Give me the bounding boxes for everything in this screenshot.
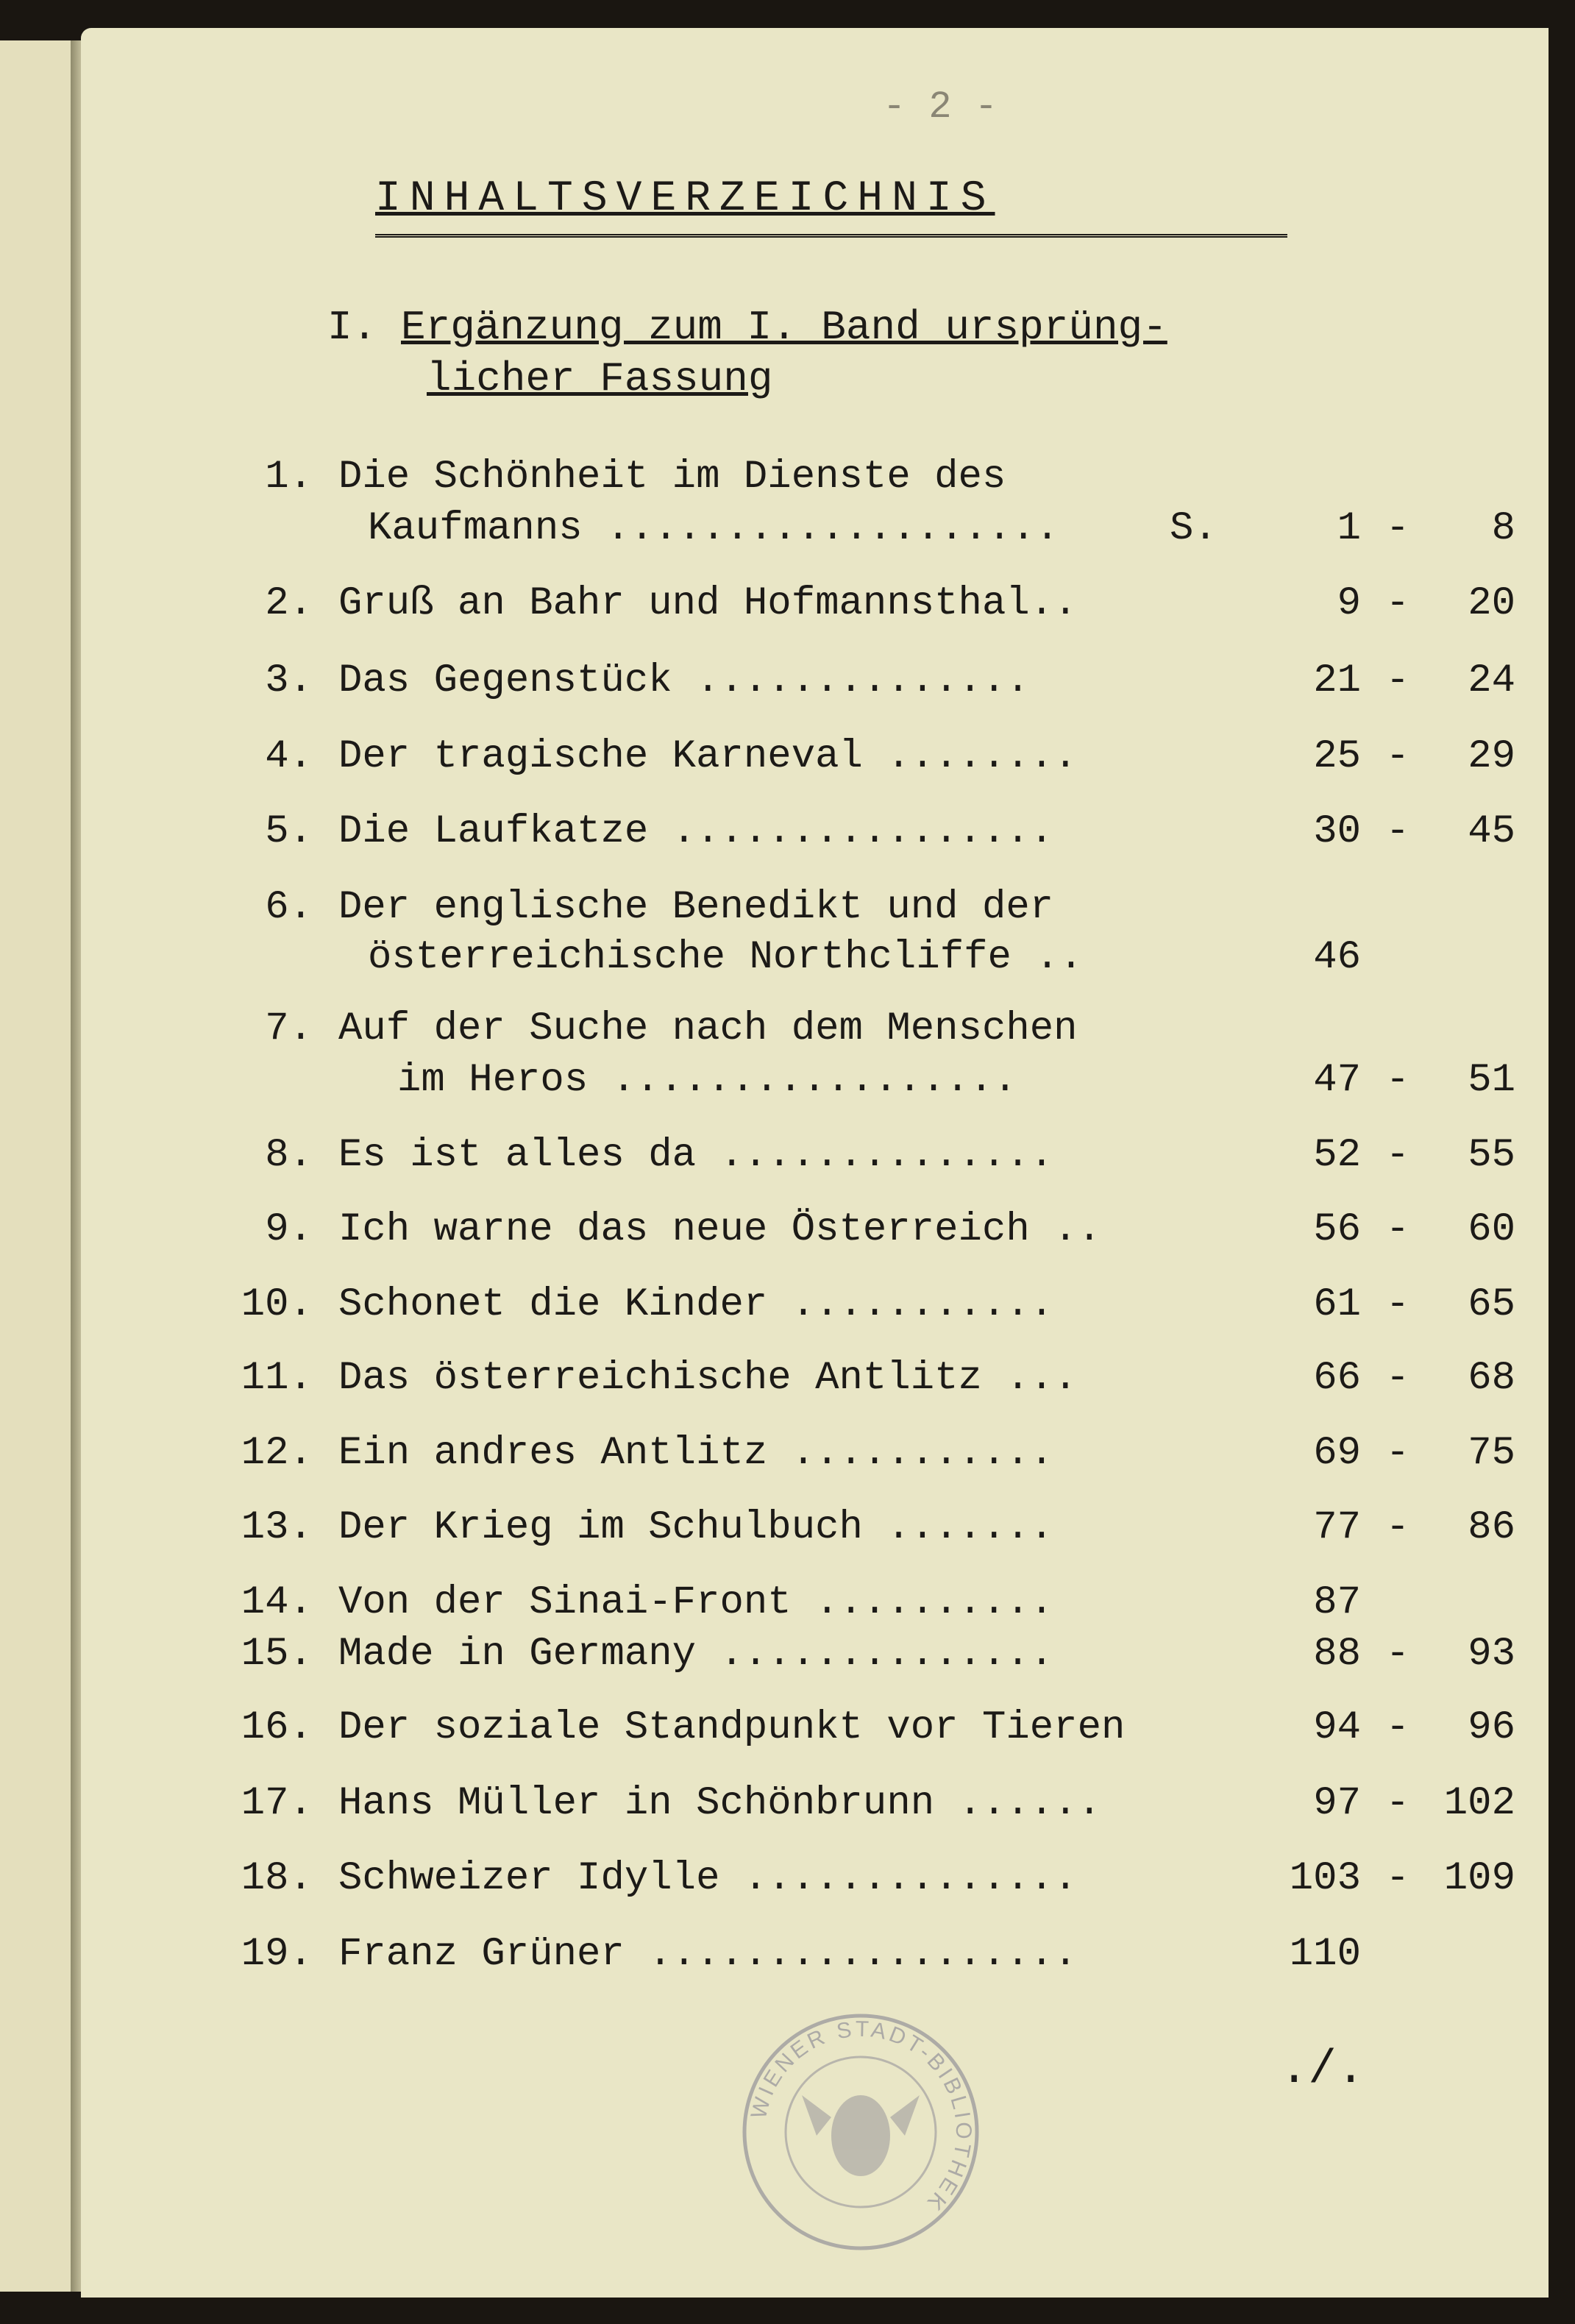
page-range-dash: - bbox=[1385, 1207, 1410, 1252]
page-start: 56 bbox=[1313, 1207, 1361, 1252]
page-end: 75 bbox=[1468, 1431, 1515, 1476]
entry-number: 11. bbox=[241, 1356, 313, 1401]
page-start: 30 bbox=[1313, 809, 1361, 854]
page-end: 86 bbox=[1468, 1505, 1515, 1550]
entry-number: 4. bbox=[265, 734, 313, 779]
page-range-dash: - bbox=[1385, 809, 1410, 854]
eagle-emblem-icon bbox=[802, 2095, 920, 2176]
entry-number: 9. bbox=[265, 1207, 313, 1252]
page-start: 1 bbox=[1337, 506, 1361, 551]
entry-number: 16. bbox=[241, 1705, 313, 1750]
entry-number: 13. bbox=[241, 1505, 313, 1550]
entry-number: 15. bbox=[241, 1632, 313, 1677]
entry-title: Von der Sinai-Front .......... bbox=[338, 1580, 1054, 1625]
entry-number: 19. bbox=[241, 1932, 313, 1977]
page-end: 109 bbox=[1443, 1856, 1515, 1901]
entry-number: 8. bbox=[265, 1133, 313, 1178]
page-range-dash: - bbox=[1385, 1705, 1410, 1750]
entry-title: Die Laufkatze ................ bbox=[338, 809, 1054, 854]
stamp-text: WIENER STADT-BIBLIOTHEK bbox=[746, 2016, 976, 2217]
page-end: 45 bbox=[1468, 809, 1515, 854]
page-start: 110 bbox=[1289, 1932, 1361, 1977]
page-end: 24 bbox=[1468, 658, 1515, 703]
entry-title: Die Schönheit im Dienste des bbox=[338, 455, 1006, 500]
page-end: 20 bbox=[1468, 581, 1515, 626]
section-title-line-1: Ergänzung zum I. Band ursprüng- bbox=[401, 304, 1167, 351]
page-start: 66 bbox=[1313, 1356, 1361, 1401]
entry-title: Der englische Benedikt und der bbox=[338, 885, 1054, 930]
page-range-dash: - bbox=[1385, 1505, 1410, 1550]
page-range-dash: - bbox=[1385, 1356, 1410, 1401]
entry-number: 17. bbox=[241, 1781, 313, 1826]
entry-number: 10. bbox=[241, 1282, 313, 1327]
title-double-rule bbox=[375, 234, 1287, 238]
document-page bbox=[81, 28, 1549, 2298]
entry-title: Ich warne das neue Österreich .. bbox=[338, 1207, 1101, 1252]
entry-title: Es ist alles da .............. bbox=[338, 1133, 1054, 1178]
continuation-mark: ./. bbox=[1280, 2044, 1365, 2097]
page-range-dash: - bbox=[1385, 1282, 1410, 1327]
entry-title: Hans Müller in Schönbrunn ...... bbox=[338, 1781, 1101, 1826]
library-stamp bbox=[736, 2007, 986, 2257]
page-end: 93 bbox=[1468, 1632, 1515, 1677]
entry-number: 3. bbox=[265, 658, 313, 703]
entry-title-line-2: Kaufmanns ................... bbox=[368, 506, 1059, 551]
page-title: INHALTSVERZEICHNIS bbox=[375, 175, 995, 223]
entry-number: 5. bbox=[265, 809, 313, 854]
page-start: 52 bbox=[1313, 1133, 1361, 1178]
entry-title: Auf der Suche nach dem Menschen bbox=[338, 1006, 1078, 1051]
page-prefix: S. bbox=[1170, 506, 1217, 551]
page-start: 21 bbox=[1313, 658, 1361, 703]
page-start: 46 bbox=[1313, 935, 1361, 980]
page-end: 8 bbox=[1491, 506, 1515, 551]
page-range-dash: - bbox=[1385, 1431, 1410, 1476]
page-start: 25 bbox=[1313, 734, 1361, 779]
entry-title: Der soziale Standpunkt vor Tieren bbox=[338, 1705, 1126, 1750]
page-start: 77 bbox=[1313, 1505, 1361, 1550]
facing-page-edge bbox=[0, 40, 73, 2292]
page-start: 97 bbox=[1313, 1781, 1361, 1826]
entry-title: Schonet die Kinder ........... bbox=[338, 1282, 1054, 1327]
entry-title: Der Krieg im Schulbuch ....... bbox=[338, 1505, 1054, 1550]
page-start: 47 bbox=[1313, 1058, 1361, 1103]
page-number: - 2 - bbox=[883, 85, 998, 129]
page-start: 69 bbox=[1313, 1431, 1361, 1476]
page-range-dash: - bbox=[1385, 1058, 1410, 1103]
entry-number: 14. bbox=[241, 1580, 313, 1625]
entry-number: 6. bbox=[265, 885, 313, 930]
page-start: 88 bbox=[1313, 1632, 1361, 1677]
page-range-dash: - bbox=[1385, 1781, 1410, 1826]
page-end: 68 bbox=[1468, 1356, 1515, 1401]
page-end: 55 bbox=[1468, 1133, 1515, 1178]
entry-title: Das österreichische Antlitz ... bbox=[338, 1356, 1078, 1401]
page-range-dash: - bbox=[1385, 658, 1410, 703]
entry-title: Made in Germany .............. bbox=[338, 1632, 1054, 1677]
page-start: 94 bbox=[1313, 1705, 1361, 1750]
page-range-dash: - bbox=[1385, 506, 1410, 551]
entry-title: Der tragische Karneval ........ bbox=[338, 734, 1078, 779]
entry-title-line-2: im Heros ................. bbox=[397, 1058, 1017, 1103]
entry-title-line-2: österreichische Northcliffe .. bbox=[368, 935, 1084, 980]
section-title-line-2: licher Fassung bbox=[427, 355, 773, 402]
page-start: 61 bbox=[1313, 1282, 1361, 1327]
entry-title: Ein andres Antlitz ........... bbox=[338, 1431, 1054, 1476]
entry-title: Das Gegenstück .............. bbox=[338, 658, 1030, 703]
page-end: 51 bbox=[1468, 1058, 1515, 1103]
entry-title: Schweizer Idylle .............. bbox=[338, 1856, 1078, 1901]
entry-number: 7. bbox=[265, 1006, 313, 1051]
entry-number: 12. bbox=[241, 1431, 313, 1476]
page-end: 102 bbox=[1443, 1781, 1515, 1826]
page-end: 29 bbox=[1468, 734, 1515, 779]
section-number: I. bbox=[327, 304, 377, 351]
entry-number: 1. bbox=[265, 455, 313, 500]
page-start: 87 bbox=[1313, 1580, 1361, 1625]
page-range-dash: - bbox=[1385, 1133, 1410, 1178]
page-range-dash: - bbox=[1385, 1856, 1410, 1901]
page-range-dash: - bbox=[1385, 581, 1410, 626]
page-end: 60 bbox=[1468, 1207, 1515, 1252]
page-end: 96 bbox=[1468, 1705, 1515, 1750]
entry-number: 18. bbox=[241, 1856, 313, 1901]
page-range-dash: - bbox=[1385, 734, 1410, 779]
page-start: 103 bbox=[1289, 1856, 1361, 1901]
page-range-dash: - bbox=[1385, 1632, 1410, 1677]
entry-title: Gruß an Bahr und Hofmannsthal.. bbox=[338, 581, 1078, 626]
entry-number: 2. bbox=[265, 581, 313, 626]
page-end: 65 bbox=[1468, 1282, 1515, 1327]
page-start: 9 bbox=[1337, 581, 1361, 626]
entry-title: Franz Grüner .................. bbox=[338, 1932, 1078, 1977]
